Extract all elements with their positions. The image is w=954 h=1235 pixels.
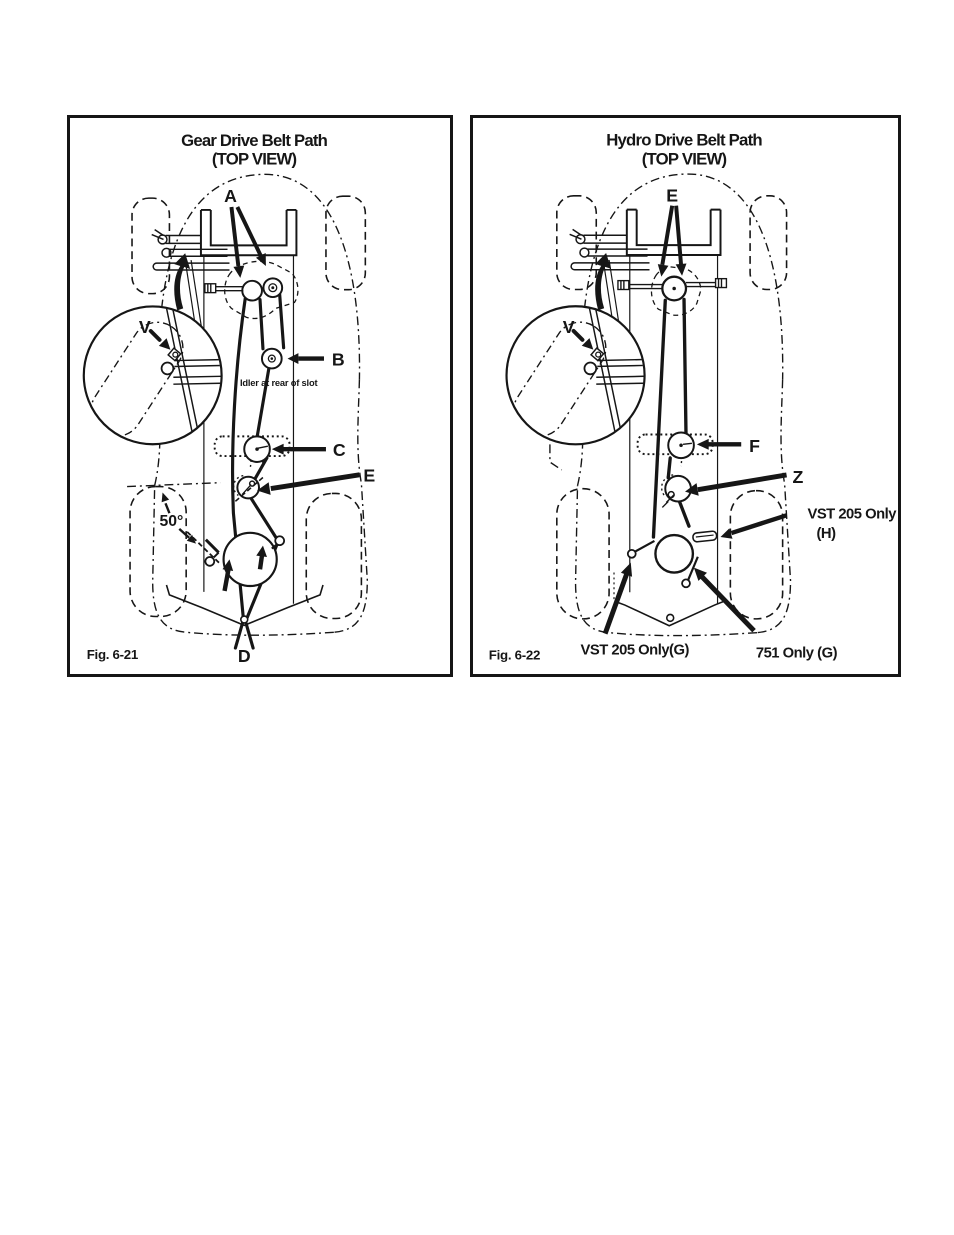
belt-path-lines <box>653 299 688 537</box>
pulley-c <box>215 436 290 469</box>
figure-title-line2: (TOP VIEW) <box>641 149 727 169</box>
gear-drive-diagram <box>70 118 450 674</box>
rear-left-wheel <box>557 489 609 619</box>
figure-number: Fig. 6-22 <box>488 647 541 663</box>
vst-h-label-line1: VST 205 Only <box>807 506 897 523</box>
rear-right-wheel <box>730 491 782 619</box>
figure-title-line2: (TOP VIEW) <box>211 149 297 169</box>
label-e-arrow <box>257 475 359 495</box>
label-e: E <box>363 465 376 486</box>
hydro-drive-figure-panel <box>470 115 901 677</box>
rear-left-wheel <box>130 487 186 617</box>
hitch-plate <box>166 585 323 625</box>
label-a-arrows <box>231 207 265 278</box>
only-751-label: 751 Only (G) <box>755 645 838 662</box>
figure-number: Fig. 6-21 <box>86 646 138 662</box>
label-d: D <box>237 645 251 666</box>
vst-g-arrow <box>605 563 632 634</box>
front-axle-bolt <box>205 284 243 293</box>
h-link <box>693 531 717 542</box>
rear-right-wheel <box>306 493 361 618</box>
belt-path-lines <box>233 295 284 648</box>
transaxle-pulley <box>224 533 285 586</box>
idler-b-pulley <box>262 349 282 369</box>
only-751-arrow <box>694 568 754 631</box>
hydro-drive-diagram <box>473 118 898 674</box>
inset-magnifier <box>504 292 645 446</box>
label-v: V <box>138 316 151 337</box>
label-v: V <box>562 316 575 337</box>
frame-channel <box>627 210 721 255</box>
label-a: A <box>224 186 237 207</box>
label-b: B <box>331 349 345 370</box>
engine-pulley <box>618 267 726 315</box>
label-f: F <box>749 436 760 457</box>
figure-title-line1: Hydro Drive Belt Path <box>606 130 762 150</box>
figure-title-line1: Gear Drive Belt Path <box>181 130 328 150</box>
hitch-plate <box>617 601 724 626</box>
belt-direction-arrow <box>174 253 190 310</box>
front-left-wheel <box>132 198 169 293</box>
label-e-arrows <box>658 206 687 277</box>
label-e: E <box>666 185 679 206</box>
gear-drive-figure-panel <box>67 115 453 677</box>
vst-g-label: VST 205 Only(G) <box>580 642 689 659</box>
label-c-arrow <box>272 444 326 455</box>
front-right-wheel <box>326 196 365 290</box>
label-f-arrow <box>697 439 741 450</box>
label-c: C <box>332 440 346 461</box>
front-right-wheel <box>750 196 786 290</box>
vst-g-stud <box>628 550 636 558</box>
pulley-f <box>638 432 713 466</box>
belt-direction-arrow <box>595 253 611 310</box>
label-z: Z <box>792 466 804 487</box>
angle-label: 50° <box>159 512 184 530</box>
label-z-arrow <box>685 475 787 496</box>
vst-h-label-line2: (H) <box>816 525 836 542</box>
idler-note: Idler at rear of slot <box>240 378 318 389</box>
inset-magnifier <box>81 293 221 447</box>
